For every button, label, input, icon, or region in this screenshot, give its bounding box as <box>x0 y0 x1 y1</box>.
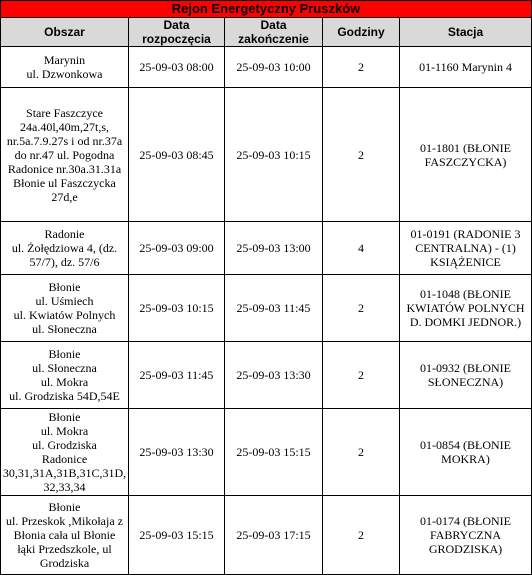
table-row <box>1 496 532 575</box>
area-line: łąki Przedszkole, ul <box>17 542 112 556</box>
station-line: FABRYCZNA <box>429 528 502 542</box>
hours-cell: 2 <box>323 88 400 222</box>
end-date-cell: 25-09-03 10:00 <box>225 47 323 88</box>
area-line: Radonice nr.30a.31.31a <box>7 161 122 176</box>
area-line: ul. Grodziska 54D,54E <box>9 389 120 403</box>
area-cell <box>1 88 129 222</box>
station-line: KWIATÓW POLNYCH <box>406 301 525 315</box>
station-cell <box>400 222 532 275</box>
hours-cell: 2 <box>323 342 400 409</box>
station-cell <box>400 88 532 222</box>
area-line: 32,33,34 <box>43 480 86 494</box>
start-date-cell: 25-09-03 09:00 <box>129 222 225 275</box>
table-title: Rejon Energetyczny Pruszków <box>1 1 532 18</box>
area-line: Błonie <box>48 410 81 424</box>
station-cell <box>400 496 532 575</box>
station-line: MOKRA) <box>441 452 490 466</box>
area-line: 24a.40l,40m,27t,s, <box>20 119 109 134</box>
station-line: 01-0174 (BŁONIE <box>420 514 511 528</box>
end-date-cell: 25-09-03 13:30 <box>225 342 323 409</box>
table-row <box>1 342 532 409</box>
area-line: Radonie <box>44 227 85 241</box>
station-line: 01-1801 (BŁONIE <box>420 140 511 155</box>
area-cell <box>1 342 129 409</box>
area-line: ul. Słoneczna <box>32 322 97 336</box>
hours-cell: 2 <box>323 496 400 575</box>
column-header-start-date: Data rozpoczęcia <box>129 18 225 47</box>
station-line: SŁONECZNA) <box>427 375 504 389</box>
area-cell <box>1 222 129 275</box>
area-line: nr.5a.7.9.27s i od nr.37a <box>6 133 123 148</box>
column-header-station: Stacja <box>400 18 532 47</box>
hours-cell: 2 <box>323 47 400 88</box>
area-line: Błonie ul Faszczycka <box>13 175 116 190</box>
table-row <box>1 222 532 275</box>
start-date-cell: 25-09-03 13:30 <box>129 409 225 496</box>
table-body <box>1 47 532 575</box>
column-header-hours: Godziny <box>323 18 400 47</box>
area-cell <box>1 409 129 496</box>
area-line: Stare Faszczyce <box>26 105 103 120</box>
station-line: 01-1048 (BŁONIE <box>420 287 511 301</box>
end-date-cell: 25-09-03 17:15 <box>225 496 323 575</box>
end-date-cell: 25-09-03 10:15 <box>225 88 323 222</box>
area-line: Błonie <box>48 280 81 294</box>
area-line: do nr.47 ul. Pogodna <box>14 147 115 162</box>
area-line: ul. Uśmiech <box>35 294 94 308</box>
station-line: D. DOMKI JEDNOR.) <box>409 315 522 329</box>
station-line: FASZCZYCKA) <box>424 154 507 169</box>
area-line: ul. Mokra <box>40 375 89 389</box>
table-row <box>1 409 532 496</box>
area-line: ul. Grodziska <box>32 438 97 452</box>
start-date-cell: 25-09-03 08:45 <box>129 88 225 222</box>
column-header-row <box>1 18 532 47</box>
column-header-end-date: Data zakończenie <box>225 18 323 47</box>
hours-cell: 2 <box>323 409 400 496</box>
area-line: Błonie <box>48 347 81 361</box>
start-date-cell: 25-09-03 08:00 <box>129 47 225 88</box>
table-row <box>1 47 532 88</box>
area-line: ul. Przeskok ,Mikołaja z <box>6 514 123 528</box>
area-line: ul. Słoneczna <box>32 361 97 375</box>
area-line: 57/7), dz. 57/6 <box>29 255 100 269</box>
area-line: Radonice <box>41 452 88 466</box>
area-cell <box>1 275 129 342</box>
station-line: CENTRALNA) - (1) <box>415 241 516 255</box>
end-date-cell: 25-09-03 11:45 <box>225 275 323 342</box>
start-date-cell: 25-09-03 10:15 <box>129 275 225 342</box>
start-date-cell: 25-09-03 11:45 <box>129 342 225 409</box>
area-line: Grodziska <box>39 556 90 570</box>
area-line: Błonia cała ul Błonie <box>13 528 116 542</box>
area-line: 27d,e <box>51 189 78 204</box>
end-date-cell: 25-09-03 15:15 <box>225 409 323 496</box>
station-line: 01-0191 (RADONIE 3 <box>410 227 521 241</box>
start-date-cell: 25-09-03 15:15 <box>129 496 225 575</box>
station-line: 01-1160 Marynin 4 <box>419 60 512 74</box>
area-cell <box>1 496 129 575</box>
station-cell <box>400 47 532 88</box>
area-line: ul. Żołędziowa 4, (dz. <box>11 241 118 255</box>
station-line: 01-0932 (BŁONIE <box>420 361 511 375</box>
end-date-cell: 25-09-03 13:00 <box>225 222 323 275</box>
station-cell <box>400 409 532 496</box>
title-row <box>1 1 532 18</box>
hours-cell: 2 <box>323 275 400 342</box>
station-cell <box>400 342 532 409</box>
station-cell <box>400 275 532 342</box>
hours-cell: 4 <box>323 222 400 275</box>
table-row <box>1 88 532 222</box>
area-line: 30,31,31A,31B,31C,31D, <box>2 466 127 480</box>
area-line: Marynin <box>43 53 86 67</box>
area-line: ul. Mokra <box>40 424 89 438</box>
station-line: 01-0854 (BŁONIE <box>420 438 511 452</box>
station-line: KSIĄŻENICE <box>430 255 501 269</box>
area-line: ul. Kwiatów Polnych <box>13 308 116 322</box>
column-header-area: Obszar <box>1 18 129 47</box>
area-line: Błonie <box>48 500 81 514</box>
table-row <box>1 275 532 342</box>
area-line: ul. Dzwonkowa <box>26 67 103 81</box>
station-line: GRODZISKA) <box>428 542 503 556</box>
area-cell <box>1 47 129 88</box>
